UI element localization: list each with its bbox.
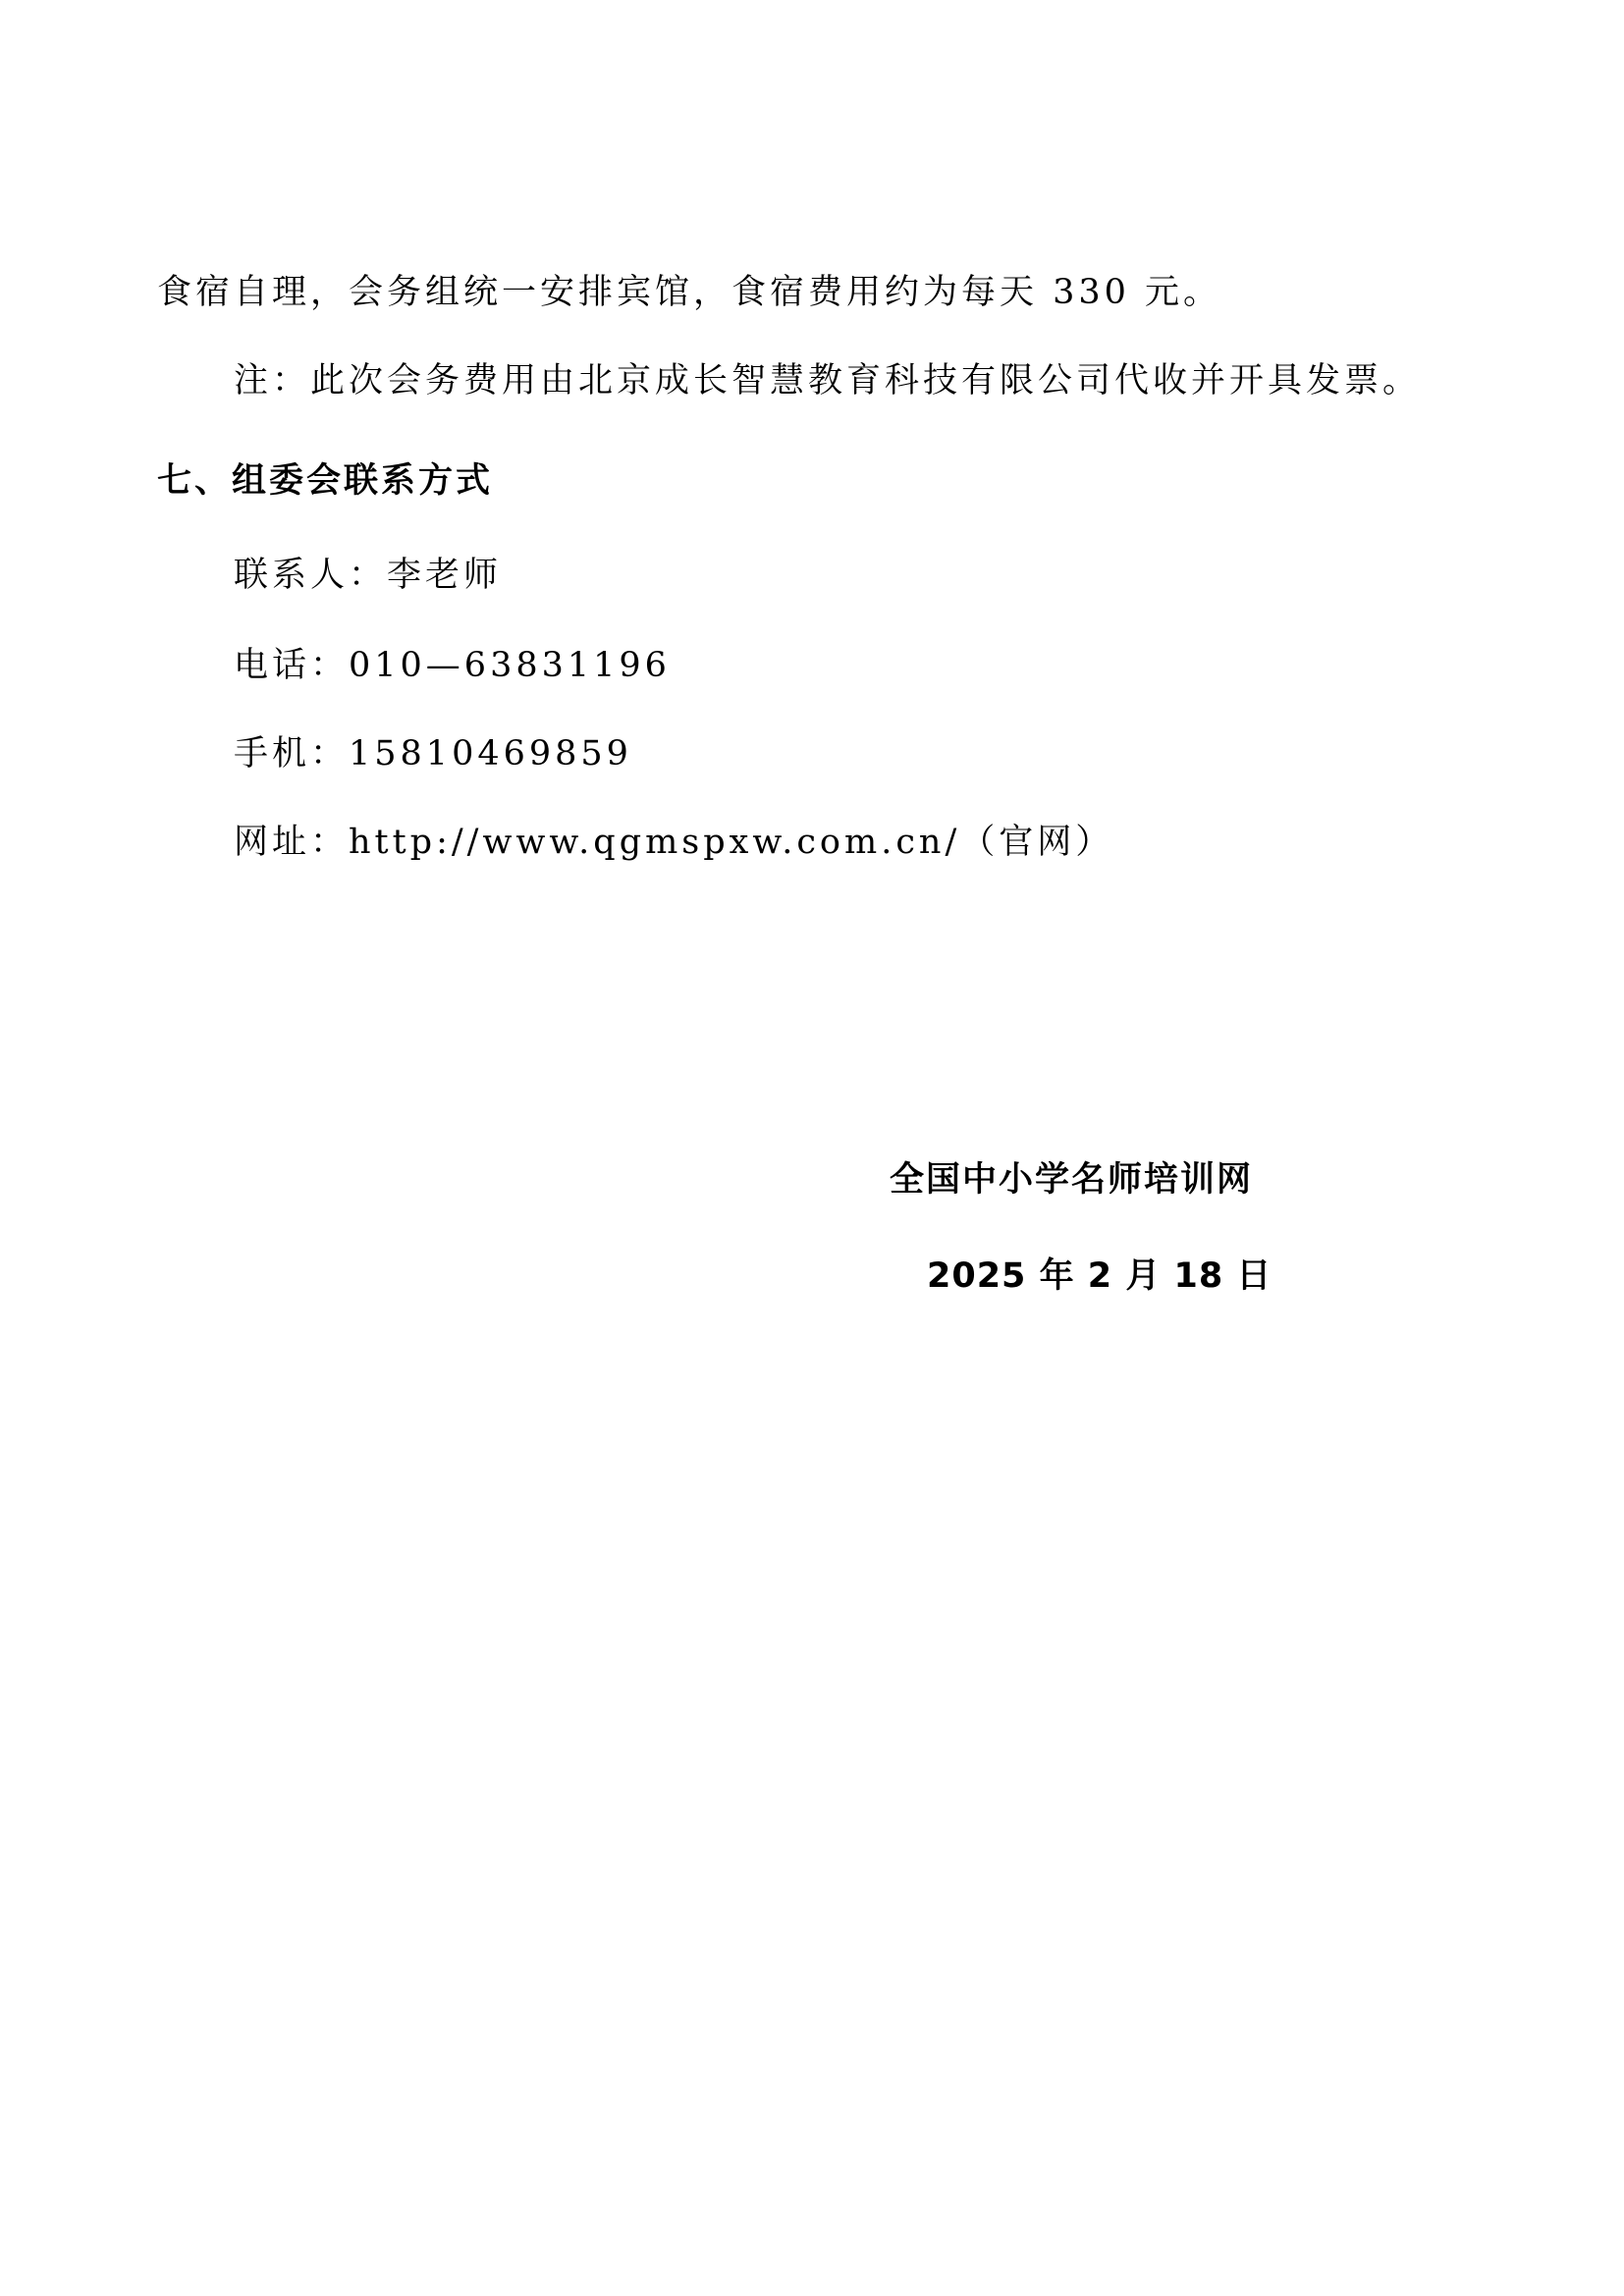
section-heading: 七、组委会联系方式 — [157, 461, 494, 501]
contact-mobile: 手机：15810469859 — [234, 734, 632, 774]
contact-phone: 电话：010—63831196 — [234, 646, 671, 685]
accommodation-paragraph: 食宿自理，会务组统一安排宾馆，食宿费用约为每天 330 元。 — [157, 273, 1222, 312]
contact-person: 联系人：李老师 — [234, 556, 503, 595]
signature-organization: 全国中小学名师培训网 — [890, 1160, 1254, 1200]
signature-date: 2025 年 2 月 18 日 — [927, 1256, 1272, 1296]
contact-website: 网址：http://www.qgmspxw.com.cn/（官网） — [234, 823, 1114, 862]
fee-note-paragraph: 注：此次会务费用由北京成长智慧教育科技有限公司代收并开具发票。 — [234, 361, 1422, 400]
